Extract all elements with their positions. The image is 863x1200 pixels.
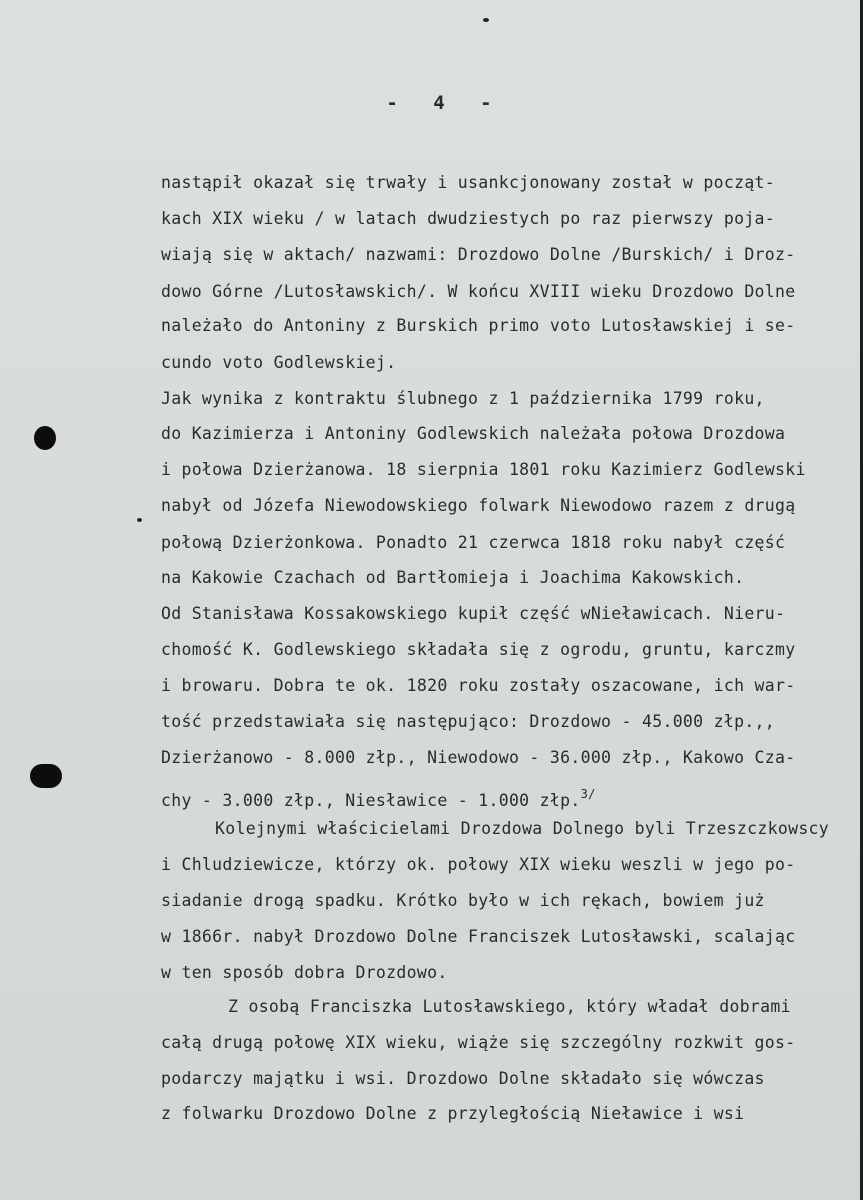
- text-line: siadanie drogą spadku. Krótko było w ich rękach, bowiem już: [161, 891, 765, 910]
- text-line: w 1866r. nabył Drozdowo Dolne Franciszek Lutosławski, scalając: [161, 927, 796, 946]
- text-line: podarczy majątku i wsi. Drozdowo Dolne składało się wówczas: [161, 1069, 765, 1088]
- text-line: na Kakowie Czachach od Bartłomieja i Joachima Kakowskich.: [161, 568, 745, 587]
- text-line-with-footnote: [161, 784, 596, 811]
- text-line: należało do Antoniny z Burskich primo voto Lutosławskiej i se-: [161, 316, 796, 335]
- punch-hole: [30, 764, 62, 788]
- text-line: Dzierżanowo - 8.000 złp., Niewodowo - 36.000 złp., Kakowo Cza-: [161, 748, 796, 767]
- ink-speck: [483, 18, 489, 22]
- text-line: chomość K. Godlewskiego składała się z ogrodu, gruntu, karczmy: [161, 640, 796, 659]
- text-line: nastąpił okazał się trwały i usankcjonowany został w począt-: [161, 173, 776, 192]
- text-line: Kolejnymi właścicielami Drozdowa Dolnego byli Trzeszczkowscy: [215, 819, 830, 838]
- text-line: połową Dzierżonkowa. Ponadto 21 czerwca 1818 roku nabył część: [161, 533, 786, 552]
- footnote-marker: 3/: [580, 787, 596, 801]
- text-line: chy - 3.000 złp., Niesławice - 1.000 złp.: [161, 791, 581, 810]
- ink-speck: [137, 518, 142, 522]
- text-line: wiają się w aktach/ nazwami: Drozdowo Dolne /Burskich/ i Droz-: [161, 245, 796, 264]
- text-line: z folwarku Drozdowo Dolne z przyległością Nieławice i wsi: [161, 1104, 745, 1123]
- text-line: całą drugą połowę XIX wieku, wiąże się szczególny rozkwit gos-: [161, 1033, 796, 1052]
- text-line: tość przedstawiała się następująco: Drozdowo - 45.000 złp.,,: [161, 712, 776, 731]
- text-line: i browaru. Dobra te ok. 1820 roku zostały oszacowane, ich war-: [161, 676, 796, 695]
- text-line: kach XIX wieku / w latach dwudziestych po raz pierwszy poja-: [161, 209, 776, 228]
- text-line: i połowa Dzierżanowa. 18 sierpnia 1801 roku Kazimierz Godlewski: [161, 460, 806, 479]
- punch-hole: [34, 426, 56, 450]
- text-line: do Kazimierza i Antoniny Godlewskich należała połowa Drozdowa: [161, 424, 786, 443]
- page-number: - 4 -: [386, 92, 494, 114]
- text-line: i Chludziewicze, którzy ok. połowy XIX wieku weszli w jego po-: [161, 855, 796, 874]
- text-line: cundo voto Godlewskiej.: [161, 353, 397, 372]
- text-line: dowo Górne /Lutosławskich/. W końcu XVIII wieku Drozdowo Dolne: [161, 282, 796, 301]
- text-line: w ten sposób dobra Drozdowo.: [161, 963, 448, 982]
- text-line: Z osobą Franciszka Lutosławskiego, który władał dobrami: [228, 997, 791, 1016]
- text-line: nabył od Józefa Niewodowskiego folwark Niewodowo razem z drugą: [161, 496, 796, 515]
- text-line: Jak wynika z kontraktu ślubnego z 1 października 1799 roku,: [161, 389, 765, 408]
- text-line: Od Stanisława Kossakowskiego kupił część wNieławicach. Nieru-: [161, 604, 786, 623]
